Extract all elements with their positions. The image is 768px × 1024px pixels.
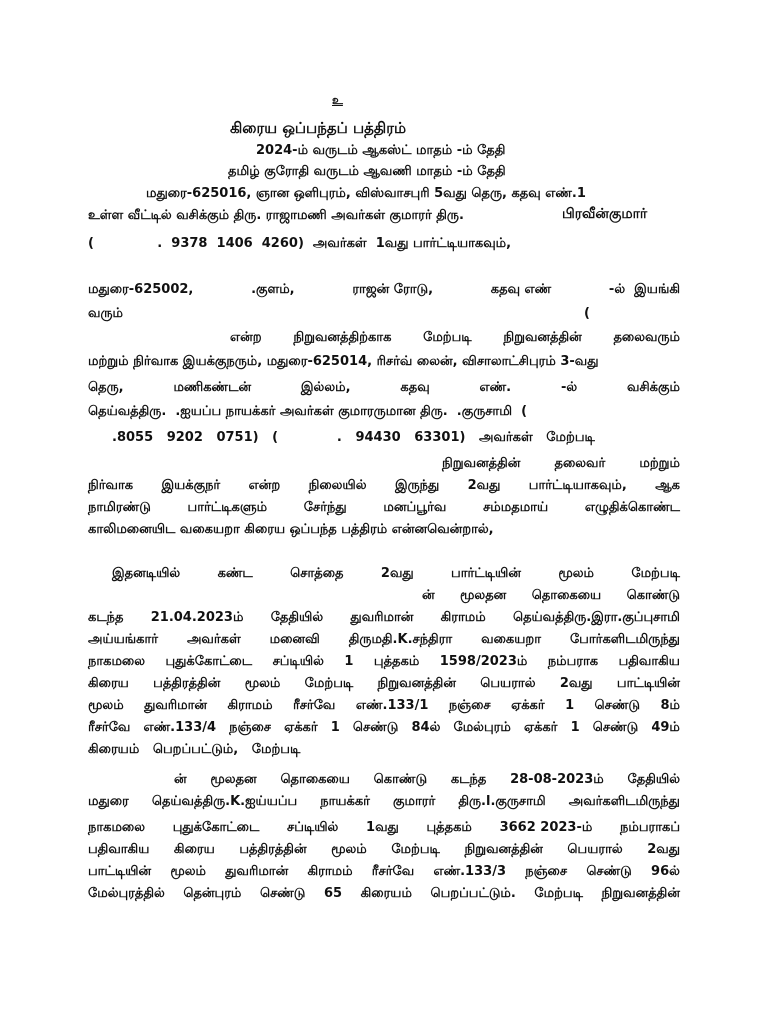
- word: பெறப்பட்டும்.: [430, 886, 516, 901]
- party-one-name: பிரவீன்குமார்: [562, 206, 648, 222]
- word: செண்டு: [586, 864, 632, 879]
- word: இல்லம்,: [300, 380, 351, 395]
- word: தேதியில்: [270, 610, 324, 625]
- word: பதிவாகிய: [618, 654, 680, 669]
- word: இயக்குநர்: [161, 478, 221, 493]
- word: செண்டு: [592, 720, 639, 735]
- body-p1-line-2: [422, 588, 680, 604]
- word: மணிகண்டன்: [173, 380, 252, 395]
- party-two-line-10: [88, 500, 680, 516]
- word: மூலதன: [210, 772, 257, 787]
- word: நஞ்சை: [448, 698, 491, 713]
- word: குமாரர்: [393, 794, 436, 809]
- body-p1-line-5: [88, 654, 680, 670]
- word: கடந்த: [88, 610, 124, 625]
- word: 49ம்: [651, 720, 680, 735]
- word: தெரு,: [88, 380, 124, 395]
- word: கிராமம்: [227, 698, 273, 713]
- word: 84ல்: [411, 720, 441, 735]
- word: நாமிரண்டு: [88, 500, 151, 515]
- word: மனைவி: [269, 632, 320, 647]
- word: நிறுவனத்தின்: [464, 842, 543, 857]
- body-p2-line-4: [88, 842, 680, 858]
- word: மற்றும்: [639, 456, 680, 471]
- word: மூலம்: [244, 676, 281, 691]
- word: மூலம்: [170, 864, 207, 879]
- word: அவர்கள்: [186, 632, 241, 647]
- word: கதவு: [400, 380, 430, 395]
- word: மதுரை-625002,: [88, 282, 194, 297]
- word: தெய்வத்திரு.K.ஐய்யப்ப: [151, 794, 298, 809]
- party-two-line-2-left: வரும்: [88, 306, 123, 321]
- word: நிறுவனத்திற்காக: [293, 330, 392, 345]
- word: நாயக்கர்: [320, 794, 370, 809]
- word: எண்.133/4: [143, 720, 217, 735]
- word: மேற்படி: [631, 566, 680, 581]
- word: .குளம்,: [251, 282, 295, 297]
- word: என்ற: [248, 478, 281, 493]
- word: மூலம்: [331, 842, 367, 857]
- word: இருந்து: [394, 478, 440, 493]
- word: நிறுவனத்தின்: [503, 330, 582, 345]
- party-two-line-11: காலிமனையிட வகையறா கிரைய ஒப்பந்த பத்திரம் என்னவென்றால்,: [88, 522, 494, 537]
- word: வகையறா: [481, 632, 542, 647]
- word: கிரைய: [88, 676, 129, 691]
- word: ராஜன் ரோடு,: [352, 282, 434, 297]
- body-p1-line-7: [88, 698, 680, 714]
- document-title: கிரைய ஒப்பந்தப் பத்திரம்: [230, 119, 407, 137]
- party-two-line-4: மற்றும் நிர்வாக இயக்குநரும், மதுரை-625014, ரிசர்வ் லைன், விசாலாட்சிபுரம் 3-வது: [88, 354, 599, 369]
- word: மேல்புரத்தில்: [88, 886, 165, 901]
- party-two-line-9: [88, 478, 680, 494]
- word: 8ம்: [660, 698, 680, 713]
- word: -ல்: [560, 380, 578, 395]
- body-p1-line-8: [88, 720, 680, 736]
- party-one-role: ( . 9378 1406 4260) அவர்கள் 1வது பார்ட்டியாகவும்,: [88, 236, 512, 251]
- party-two-line-6: தெய்வத்திரு. .ஐயப்ப நாயக்கர் அவர்கள் குமாரருமான திரு. .குருசாமி (: [88, 404, 528, 419]
- word: பத்திரத்தின்: [153, 676, 221, 691]
- word: எண்.133/1: [355, 698, 429, 713]
- word: சம்மதமாய்: [483, 500, 549, 515]
- word: பதிவாகிய: [88, 842, 150, 857]
- word: நிலையில்: [308, 478, 367, 493]
- body-p1-line-9: கிரையம் பெறப்பட்டும், மேற்படி: [88, 742, 301, 757]
- word: சப்டியில்: [272, 654, 324, 669]
- word: புத்தகம்: [373, 654, 420, 669]
- party-two-line-1: [88, 282, 680, 298]
- word: புதுக்கோட்டை: [172, 820, 260, 835]
- word: கிராமம்: [440, 610, 486, 625]
- word: புத்தகம்: [426, 820, 472, 835]
- word: கிராமம்: [307, 864, 353, 879]
- body-p2-line-3: [88, 820, 680, 836]
- word: 1: [565, 698, 575, 713]
- word: 2வது: [380, 566, 414, 581]
- word: பெயரால்: [567, 842, 623, 857]
- word: 96ல்: [651, 864, 680, 879]
- word: தலைவரும்: [613, 330, 680, 345]
- word: எண்.: [479, 380, 512, 395]
- word: ஆக: [655, 478, 680, 493]
- word: செண்டு: [259, 886, 306, 901]
- word: கண்ட: [217, 566, 253, 581]
- party-one-address: மதுரை-625016, ஞான ஒளிபுரம், விஸ்வாசபுரி 5வது தெரு, கதவு எண்.1: [146, 186, 586, 201]
- body-p2-line-2: [88, 794, 680, 810]
- word: சொத்தை: [290, 566, 344, 581]
- word: பார்ட்டியாகவும்,: [528, 478, 627, 493]
- word: துவரிமான்: [350, 610, 414, 625]
- date-line-tamil: தமிழ் குரோதி வருடம் ஆவணி மாதம் -ம் தேதி: [228, 164, 506, 179]
- word: தென்புரம்: [183, 886, 242, 901]
- word: பார்ட்டிகளும்: [187, 500, 268, 515]
- word: நாகமலை: [88, 654, 146, 669]
- word: 3662 2023-ம்: [499, 820, 593, 835]
- word: பார்ட்டியின்: [451, 566, 521, 581]
- auspicious-mark: உ: [332, 93, 343, 107]
- word: 2வது: [559, 676, 593, 691]
- word: திருமதி.K.சந்திரா: [348, 632, 453, 647]
- word: செண்டு: [594, 698, 641, 713]
- word: எழுதிக்கொண்ட: [584, 500, 680, 515]
- body-p1-line-6: [88, 676, 680, 692]
- word: நம்பராகப்: [620, 820, 680, 835]
- word: நிறுவனத்தின்: [601, 886, 680, 901]
- word: மேல்புரம்: [453, 720, 511, 735]
- word: கிரைய: [173, 842, 215, 857]
- word: மேற்படி: [423, 330, 472, 345]
- word: என்ற: [230, 330, 262, 345]
- word: மூலதன: [460, 588, 507, 603]
- word: 28-08-2023ம்: [510, 772, 604, 787]
- word: ன்: [174, 772, 187, 787]
- word: பெயரால்: [480, 676, 536, 691]
- word: 65: [323, 886, 343, 901]
- word: நாகமலை: [88, 820, 146, 835]
- word: மூலம்: [88, 698, 124, 713]
- word: நிறுவனத்தின்: [377, 676, 456, 691]
- body-p1-line-1: [112, 566, 680, 582]
- word: நிர்வாக: [88, 478, 134, 493]
- body-p2-line-1: [174, 772, 680, 788]
- word: நம்பராக: [547, 654, 599, 669]
- word: எண்.133/3: [433, 864, 506, 879]
- word: 2வது: [647, 842, 680, 857]
- word: திரு.l.குருசாமி: [458, 794, 546, 809]
- word: மேற்படி: [304, 676, 354, 691]
- word: ரீசர்வே: [293, 698, 336, 713]
- word: நஞ்சை: [525, 864, 568, 879]
- word: அவர்களிடமிருந்து: [568, 794, 680, 809]
- word: தலைவர்: [554, 456, 606, 471]
- party-two-line-8: [442, 456, 680, 472]
- party-two-line-7: .8055 9202 0751) ( . 94430 63301) அவர்கள் மேற்படி: [112, 430, 595, 445]
- word: 21.04.2023ம்: [150, 610, 244, 625]
- word: ஏக்கர்: [523, 720, 558, 735]
- word: பாட்டியின்: [88, 864, 152, 879]
- word: பத்திரத்தின்: [239, 842, 307, 857]
- word: தேதியில்: [627, 772, 680, 787]
- word: ன்: [422, 588, 435, 603]
- word: கதவு எண்: [490, 282, 552, 297]
- word: ரீசர்வே: [371, 864, 415, 879]
- party-two-line-2-right: (: [584, 306, 590, 321]
- word: 1598/2023ம்: [439, 654, 528, 669]
- word: 2வது: [467, 478, 501, 493]
- word: ரீசர்வே: [88, 720, 131, 735]
- word: மேற்படி: [534, 886, 583, 901]
- word: தெய்வத்திரு.இரா.குப்புசாமி: [512, 610, 680, 625]
- word: துவரிமான்: [225, 864, 289, 879]
- word: தொகையை: [280, 772, 350, 787]
- word: மூலம்: [558, 566, 594, 581]
- word: ஏக்கர்: [511, 698, 545, 713]
- word: கடந்த: [450, 772, 487, 787]
- word: பாட்டியின்: [616, 676, 680, 691]
- word: வசிக்கும்: [627, 380, 680, 395]
- word: போர்களிடமிருந்து: [569, 632, 680, 647]
- body-p1-line-4: [88, 632, 680, 648]
- word: கிரையம்: [360, 886, 412, 901]
- word: நிறுவனத்தின்: [442, 456, 521, 471]
- word: இதனடியில்: [112, 566, 181, 581]
- word: மதுரை: [88, 794, 129, 809]
- word: புதுக்கோட்டை: [165, 654, 253, 669]
- word: மேற்படி: [391, 842, 440, 857]
- body-p2-line-6: [88, 886, 680, 902]
- word: 1: [570, 720, 580, 735]
- word: தொகையை: [531, 588, 602, 603]
- word: 1: [330, 720, 340, 735]
- word: மனப்பூர்வ: [383, 500, 447, 515]
- party-two-line-3: [230, 330, 680, 346]
- party-two-line-5: [88, 380, 680, 396]
- word: சப்டியில்: [287, 820, 339, 835]
- word: ஏக்கர்: [284, 720, 318, 735]
- body-p1-line-3: [88, 610, 680, 626]
- word: -ல் இயங்கி: [608, 282, 680, 297]
- word: சேர்ந்து: [303, 500, 347, 515]
- word: 1வது: [366, 820, 399, 835]
- word: அய்யங்கார்: [88, 632, 159, 647]
- word: கொண்டு: [373, 772, 428, 787]
- word: 1: [344, 654, 354, 669]
- party-one-relation: உள்ள வீட்டில் வசிக்கும் திரு. ராஜாமணி அவர்கள் குமாரர் திரு.: [88, 208, 464, 223]
- word: துவரிமான்: [144, 698, 208, 713]
- word: செண்டு: [352, 720, 399, 735]
- word: கொண்டு: [626, 588, 680, 603]
- date-line-english: 2024-ம் வருடம் ஆகஸ்ட் மாதம் -ம் தேதி: [256, 143, 506, 158]
- word: நஞ்சை: [229, 720, 271, 735]
- body-p2-line-5: [88, 864, 680, 880]
